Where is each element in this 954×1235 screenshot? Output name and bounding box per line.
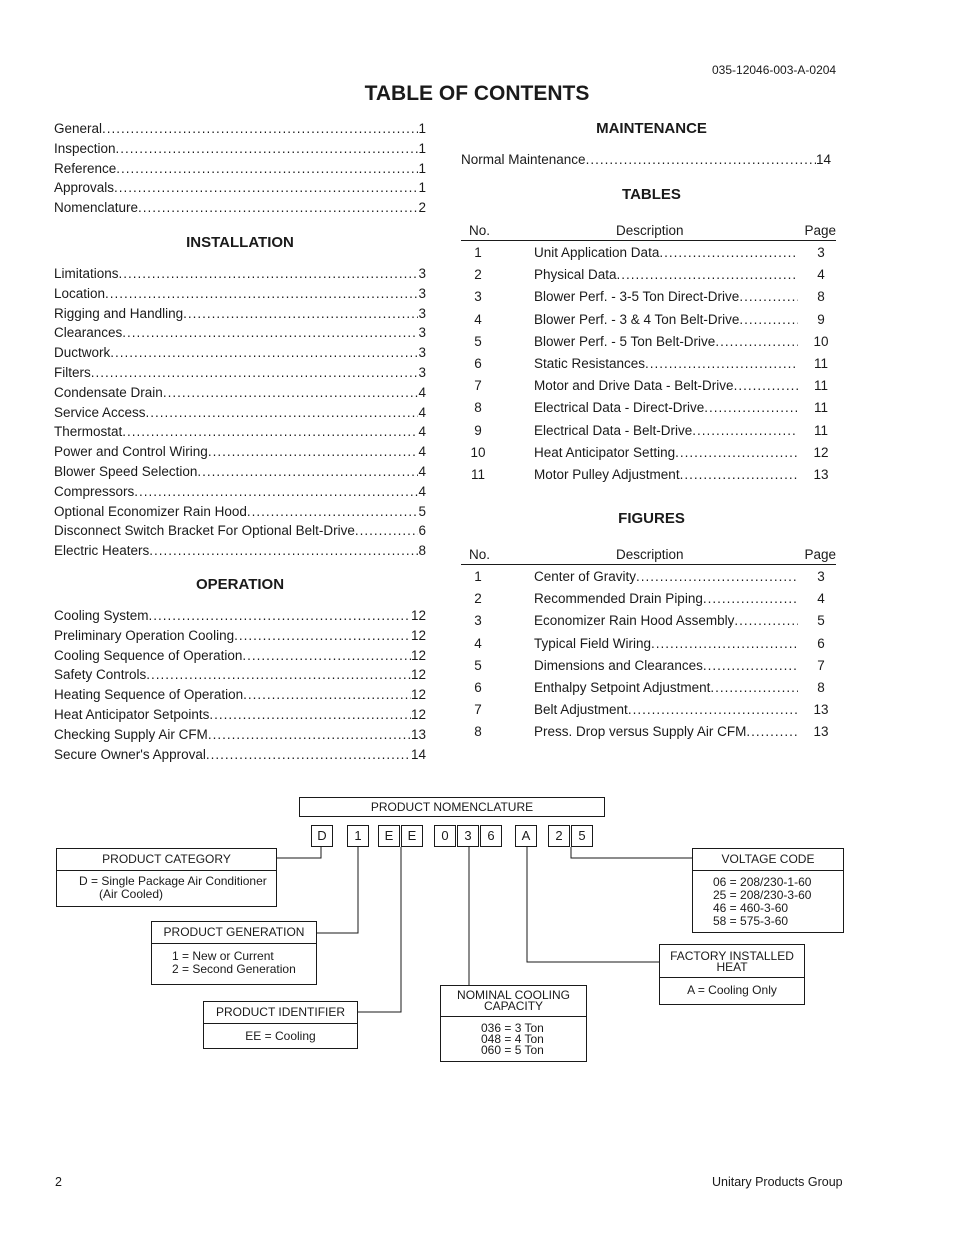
toc-entry-page: 12	[410, 667, 426, 683]
toc-entry-title: Checking Supply Air CFM	[54, 726, 208, 742]
table-page: 11	[813, 400, 828, 416]
table-number: 10	[470, 444, 486, 460]
table-description-text: Static Resistances	[534, 356, 646, 371]
table-page: 12	[813, 444, 829, 460]
table-number: 6	[474, 356, 482, 371]
figure-number: 6	[474, 680, 482, 695]
product-identifier-header: PRODUCT IDENTIFIER	[204, 1002, 357, 1024]
figure-number: 5	[474, 657, 482, 673]
toc-entry-title: Ductwork	[54, 345, 111, 361]
toc-entry-title: Normal Maintenance	[461, 152, 586, 167]
product-identifier-value: EE = Cooling	[245, 1029, 316, 1043]
table-description-text: Unit Application Data	[534, 245, 660, 260]
code-letter-10: 5	[571, 825, 593, 847]
table-number: 1	[474, 245, 482, 260]
toc-entry-title: Rigging and Handling	[54, 305, 184, 321]
toc-entry-title: Thermostat	[54, 424, 123, 440]
toc-entry-page: 1	[418, 160, 426, 176]
tables-heading: TABLES	[622, 186, 681, 203]
figure-number: 1	[474, 569, 482, 584]
toc-entry-title: Location	[54, 285, 106, 301]
toc-entry-title: Limitations	[54, 266, 119, 281]
figure-page: 7	[817, 657, 825, 673]
product-category-box	[56, 848, 277, 907]
code-letter-2: 1	[347, 825, 369, 847]
toc-entry-title: Filters	[54, 364, 91, 380]
table-description-text: Electrical Data - Belt-Drive	[534, 422, 693, 438]
product-generation-header: PRODUCT GENERATION	[152, 922, 316, 944]
document-number: 035-12046-003-A-0204	[712, 63, 837, 77]
toc-entry-page: 4	[418, 424, 426, 440]
product-generation-box	[151, 921, 317, 985]
page-title: TABLE OF CONTENTS	[364, 82, 590, 105]
table-page: 11	[813, 356, 828, 371]
toc-entry-page: 4	[418, 444, 426, 460]
code-letter-8: A	[515, 825, 537, 847]
voltage-code-box	[692, 848, 844, 933]
toc-entry-title: Disconnect Switch Bracket For Optional Belt-Drive	[54, 523, 355, 539]
footer-company: Unitary Products Group	[712, 1175, 843, 1189]
table-number: 8	[474, 400, 482, 416]
toc-entry-title: Service Access	[54, 404, 146, 420]
nominal-cooling-header-1: NOMINAL COOLING	[457, 988, 570, 1002]
table-description-text: Physical Data	[534, 267, 617, 283]
toc-entry-title: Approvals	[54, 180, 115, 196]
toc-entry-page: 4	[418, 384, 426, 400]
figure-page: 5	[817, 613, 825, 629]
page-number: 2	[55, 1175, 62, 1189]
figure-page: 6	[817, 635, 825, 651]
factory-heat-value: A = Cooling Only	[687, 983, 777, 997]
figure-description-text: Press. Drop versus Supply Air CFM	[534, 724, 747, 740]
table-description-text: Blower Perf. - 3-5 Ton Direct-Drive	[534, 289, 740, 305]
code-letter-6: 3	[457, 825, 479, 847]
product-category-header: PRODUCT CATEGORY	[57, 849, 276, 871]
factory-heat-header-1: FACTORY INSTALLED	[670, 949, 794, 963]
figure-number: 2	[474, 591, 482, 607]
figure-page: 8	[817, 680, 825, 695]
toc-entry-title: Blower Speed Selection	[54, 463, 198, 479]
table-description-text: Electrical Data - Direct-Drive	[534, 400, 705, 416]
toc-entry-page: 12	[410, 627, 426, 643]
voltage-code-value-3: 46 = 460-3-60	[713, 901, 789, 915]
table-description-text: Heat Anticipator Setting	[534, 444, 676, 460]
figure-description-text: Center of Gravity	[534, 569, 637, 584]
product-identifier-box	[203, 1001, 358, 1049]
toc-entry-title: Reference	[54, 160, 117, 176]
figure-number: 7	[474, 702, 482, 718]
toc-entry-page: 12	[410, 687, 426, 703]
table-page: 8	[817, 289, 825, 305]
product-category-value-1: D = Single Package Air Conditioner	[79, 874, 267, 888]
col-description: Description	[616, 223, 684, 238]
table-page: 11	[813, 422, 828, 438]
voltage-code-value-1: 06 = 208/230-1-60	[713, 875, 812, 889]
table-number: 7	[474, 378, 482, 394]
toc-entry-page: 1	[418, 180, 426, 196]
col-page: Page	[804, 223, 836, 238]
toc-entry-page: 1	[418, 121, 426, 136]
toc-entry-title: Electric Heaters	[54, 543, 150, 559]
table-page: 9	[817, 311, 825, 327]
operation-heading: OPERATION	[195, 576, 285, 593]
toc-entry-page: 1	[418, 140, 426, 156]
product-generation-value-2: 2 = Second Generation	[172, 962, 296, 976]
maintenance-heading: MAINTENANCE	[596, 120, 707, 137]
toc-entry-title: Power and Control Wiring	[54, 444, 208, 460]
figures-heading: FIGURES	[618, 510, 685, 527]
code-letter-4: E	[401, 825, 423, 847]
table-description-text: Blower Perf. - 3 & 4 Ton Belt-Drive	[534, 311, 740, 327]
figure-description-text: Enthalpy Setpoint Adjustment	[534, 680, 711, 695]
toc-entry-page: 3	[418, 266, 426, 281]
figure-page: 13	[813, 702, 829, 718]
factory-heat-header-2: HEAT	[716, 960, 748, 974]
table-number: 9	[474, 422, 482, 438]
toc-entry-title: Compressors	[54, 483, 135, 499]
toc-entry-page: 4	[418, 483, 426, 499]
code-letter-1: D	[311, 825, 333, 847]
nominal-cooling-box	[440, 985, 587, 1062]
installation-heading: INSTALLATION	[186, 234, 294, 251]
figure-number: 8	[474, 724, 482, 740]
toc-entry-page: 12	[410, 647, 426, 663]
voltage-code-value-2: 25 = 208/230-3-60	[713, 888, 812, 902]
toc-entry-page: 12	[410, 608, 426, 623]
figure-number: 3	[474, 613, 482, 629]
table-number: 3	[474, 289, 482, 305]
toc-entry-title: Cooling System	[54, 608, 149, 623]
toc-entry-page: 3	[418, 285, 426, 301]
figure-description-text: Typical Field Wiring	[534, 635, 652, 651]
figure-description-text: Belt Adjustment	[534, 702, 628, 718]
col-page: Page	[804, 547, 836, 562]
toc-entry-page: 14	[410, 746, 426, 762]
toc-entry-page: 3	[418, 305, 426, 321]
voltage-code-value-4: 58 = 575-3-60	[713, 914, 789, 928]
toc-entry-title: Heating Sequence of Operation	[54, 687, 244, 703]
toc-entry-page: 14	[815, 152, 831, 167]
toc-entry-page: 2	[418, 200, 426, 216]
figure-number: 4	[474, 635, 482, 651]
toc-entry-page: 3	[418, 325, 426, 341]
table-description-text: Motor Pulley Adjustment	[534, 467, 680, 482]
nominal-cooling-value-1: 036 = 3 Ton	[481, 1021, 544, 1035]
table-number: 11	[470, 467, 485, 482]
toc-entry-title: Preliminary Operation Cooling	[54, 627, 235, 643]
toc-entry-title: Nomenclature	[54, 200, 139, 216]
toc-entry-page: 13	[410, 726, 426, 742]
figure-page: 13	[813, 724, 829, 740]
toc-entry-page: 4	[418, 404, 426, 420]
table-description-text: Blower Perf. - 5 Ton Belt-Drive	[534, 333, 716, 349]
toc-entry-title: Cooling Sequence of Operation	[54, 647, 243, 663]
toc-entry-title: General	[54, 121, 103, 136]
nominal-cooling-value-3: 060 = 5 Ton	[481, 1043, 544, 1057]
table-page: 3	[817, 245, 825, 260]
toc-entry-title: Safety Controls	[54, 667, 147, 683]
figure-description-text: Recommended Drain Piping	[534, 591, 703, 607]
table-page: 4	[817, 267, 825, 283]
toc-entry-page: 3	[418, 364, 426, 380]
figure-page: 3	[817, 569, 825, 584]
toc-entry-title: Secure Owner's Approval	[54, 746, 206, 762]
factory-installed-heat-box	[659, 944, 805, 1005]
table-number: 5	[474, 333, 482, 349]
product-generation-value-1: 1 = New or Current	[172, 949, 274, 963]
voltage-code-header: VOLTAGE CODE	[693, 849, 843, 871]
table-page: 13	[813, 467, 829, 482]
table-description-text: Motor and Drive Data - Belt-Drive	[534, 378, 734, 394]
col-no: No.	[469, 223, 491, 238]
figure-page: 4	[817, 591, 825, 607]
toc-entry-page: 5	[418, 503, 426, 519]
product-category-value-2: (Air Cooled)	[99, 887, 164, 901]
toc-entry-title: Optional Economizer Rain Hood	[54, 503, 247, 519]
table-page: 11	[813, 378, 828, 394]
toc-entry-title: Heat Anticipator Setpoints	[54, 706, 210, 722]
figure-description-text: Dimensions and Clearances	[534, 657, 703, 673]
product-nomenclature-title: PRODUCT NOMENCLATURE	[370, 800, 534, 814]
toc-entry-title: Inspection	[54, 140, 116, 156]
toc-entry-title: Clearances	[54, 325, 123, 341]
toc-entry-page: 6	[418, 523, 426, 539]
toc-entry-page: 3	[418, 345, 426, 361]
product-nomenclature-title-box	[299, 797, 605, 817]
code-letter-3: E	[378, 825, 400, 847]
nominal-cooling-value-2: 048 = 4 Ton	[481, 1032, 544, 1046]
nominal-cooling-header-2: CAPACITY	[483, 999, 544, 1013]
col-description: Description	[616, 547, 684, 562]
toc-entry-page: 12	[410, 706, 426, 722]
col-no: No.	[469, 547, 491, 562]
toc-entry-page: 4	[418, 463, 426, 479]
figure-description-text: Economizer Rain Hood Assembly	[534, 613, 735, 629]
toc-entry-page: 8	[418, 543, 426, 559]
table-number: 2	[474, 267, 482, 283]
table-page: 10	[813, 333, 829, 349]
toc-entry-title: Condensate Drain	[54, 384, 163, 400]
code-letter-7: 6	[480, 825, 502, 847]
code-letter-5: 0	[434, 825, 456, 847]
code-letter-9: 2	[548, 825, 570, 847]
table-number: 4	[474, 311, 482, 327]
